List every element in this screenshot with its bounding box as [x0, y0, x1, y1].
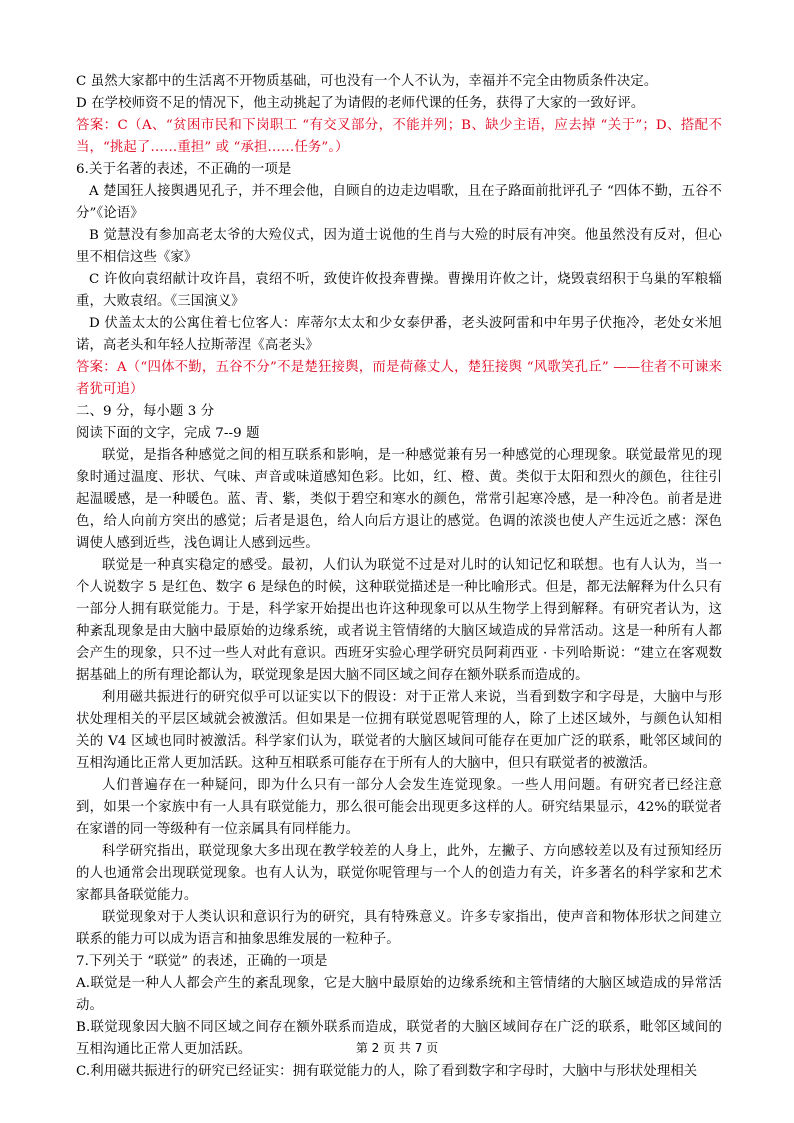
q6-option-c: C 许攸向袁绍献计攻许昌，袁绍不听，致使许攸投奔曹操。曹操用许攸之计，烧毁袁绍积于乌巢的军粮辎重，大败袁绍。《三国演义》	[76, 272, 722, 309]
passage-paragraph: 利用磁共振进行的研究似乎可以证实以下的假设：对于正常人来说，当看到数字和字母是，大脑中与形状处理相关的平层区域就会被激活。但如果是一位拥有联觉恩呢管理的人，除了上述区域外，与颜色认知相关的 V4 区域也同时被激活。科学家们认为，联觉者的大脑区域间可能存在更加广泛的联系，毗邻区域间的互相沟通比正常人更加活跃。这种互相联系可能存在于所有人的大脑中，但只有联觉者的被激活。	[76, 690, 722, 771]
page-footer: 第 2 页 共 7 页	[355, 1041, 439, 1055]
q7-option-b: B.联觉现象因大脑不同区域之间存在额外联系而造成，联觉者的大脑区域间存在广泛的联系，毗邻区域间的互相沟通比正常人更加活跃。	[76, 1020, 722, 1057]
q5-option-c: C 虽然大家都中的生活离不开物质基础，可也没有一个人不认为，幸福并不完全由物质条件决定。	[76, 74, 658, 89]
q5-answer: 答案：C（A、“贫困市民和下岗职工 “有交叉部分，不能并列；B、缺少主语，应去掉 “关于”；D、搭配不当，“挑起了……重担” 或 “承担……任务”。）	[76, 118, 722, 155]
q7-stem: 7.下列关于 “联觉” 的表述，正确的一项是	[76, 954, 328, 969]
q5-option-d: D 在学校师资不足的情况下，他主动挑起了为请假的老师代课的任务，获得了大家的一致好评。	[76, 96, 645, 111]
q7-option-c: C.利用磁共振进行的研究已经证实：拥有联觉能力的人，除了看到数字和字母时，大脑中与形状处理相关	[76, 1064, 698, 1079]
q7-option-a: A.联觉是一种人人都会产生的紊乱现象，它是大脑中最原始的边缘系统和主管情绪的大脑区域造成的异常活动。	[76, 976, 722, 1013]
passage-paragraph: 联觉是一种真实稳定的感受。最初，人们认为联觉不过是对儿时的认知记忆和联想。也有人认为，当一个人说数字 5 是红色、数字 6 是绿色的时候，这种联觉描述是一种比喻形式。但是，都无法解释为什么只有一部分人拥有联觉能力。于是，科学家开始提出也许这种现象可以从生物学上得到解释。有研究者认为，这种紊乱现象是由大脑中最原始的边缘系统，或者说主管情绪的大脑区域造成的异常活动。这是一种所有人都会产生的现象，只不过一些人对此有意识。西班牙实验心理学研究员阿莉西亚 · 卡列哈斯说：“建立在客观数据基础上的所有理论都认为，联觉现象是因大脑不同区域之间存在额外联系而造成的。	[76, 558, 722, 683]
section-heading: 二、9 分，每小题 3 分	[76, 404, 215, 419]
reading-instruction: 阅读下面的文字，完成 7--9 题	[76, 426, 260, 441]
q6-answer: 答案：A（“四体不勤，五谷不分”不是楚狂接舆，而是荷蓧丈人，楚狂接舆 “风歌笑孔丘” ——往者不可谏来者犹可追）	[76, 360, 722, 397]
q6-option-a: A 楚国狂人接舆遇见孔子，并不理会他，自顾自的边走边唱歌，且在子路面前批评孔子 “四体不勤，五谷不分”《论语》	[76, 184, 722, 221]
passage-paragraph: 科学研究指出，联觉现象大多出现在教学较差的人身上，此外，左撇子、方向感较差以及有过预知经历的人也通常会出现联觉现象。也有人认为，联觉你呢管理与一个人的创造力有关，许多著名的科学家和艺术家都具备联觉能力。	[76, 844, 722, 903]
passage-paragraph: 联觉现象对于人类认识和意识行为的研究，具有特殊意义。许多专家指出，使声音和物体形状之间建立联系的能力可以成为语言和抽象思维发展的一粒种子。	[76, 910, 722, 947]
passage-paragraph: 联觉，是指各种感觉之间的相互联系和影响，是一种感觉兼有另一种感觉的心理现象。联觉最常见的现象时通过温度、形状、气味、声音或味道感知色彩。比如，红、橙、黄。类似于太阳和烈火的颜色，往往引起温暖感，是一种暖色。蓝、青、紫，类似于碧空和寒水的颜色，常常引起寒冷感，是一种冷色。前者是进色，给人向前方突出的感觉；后者是退色，给人向后方退让的感觉。色调的浓淡也使人产生远近之感：深色调使人感到近些，浅色调让人感到远些。	[76, 448, 722, 551]
document-body	[76, 71, 722, 1083]
q6-stem: 6.关于名著的表述，不正确的一项是	[76, 162, 292, 177]
q6-option-d: D 伏盖太太的公寓住着七位客人：库蒂尔太太和少女泰伊番，老头波阿雷和中年男子伏拖冷，老处女米旭诺，高老头和年轻人拉斯蒂涅《高老头》	[76, 316, 722, 353]
passage-paragraph: 人们普遍存在一种疑问，即为什么只有一部分人会发生连觉现象。一些人用问题。有研究者已经注意到，如果一个家族中有一人具有联觉能力，那么很可能会出现更多这样的人。研究结果显示，42%的联觉者在家谱的同一等级种有一位亲属具有同样能力。	[76, 778, 722, 837]
q6-option-b: B 觉慧没有参加高老太爷的大殓仪式，因为道士说他的生肖与大殓的时辰有冲突。他虽然没有反对，但心里不相信这些《家》	[76, 228, 722, 265]
